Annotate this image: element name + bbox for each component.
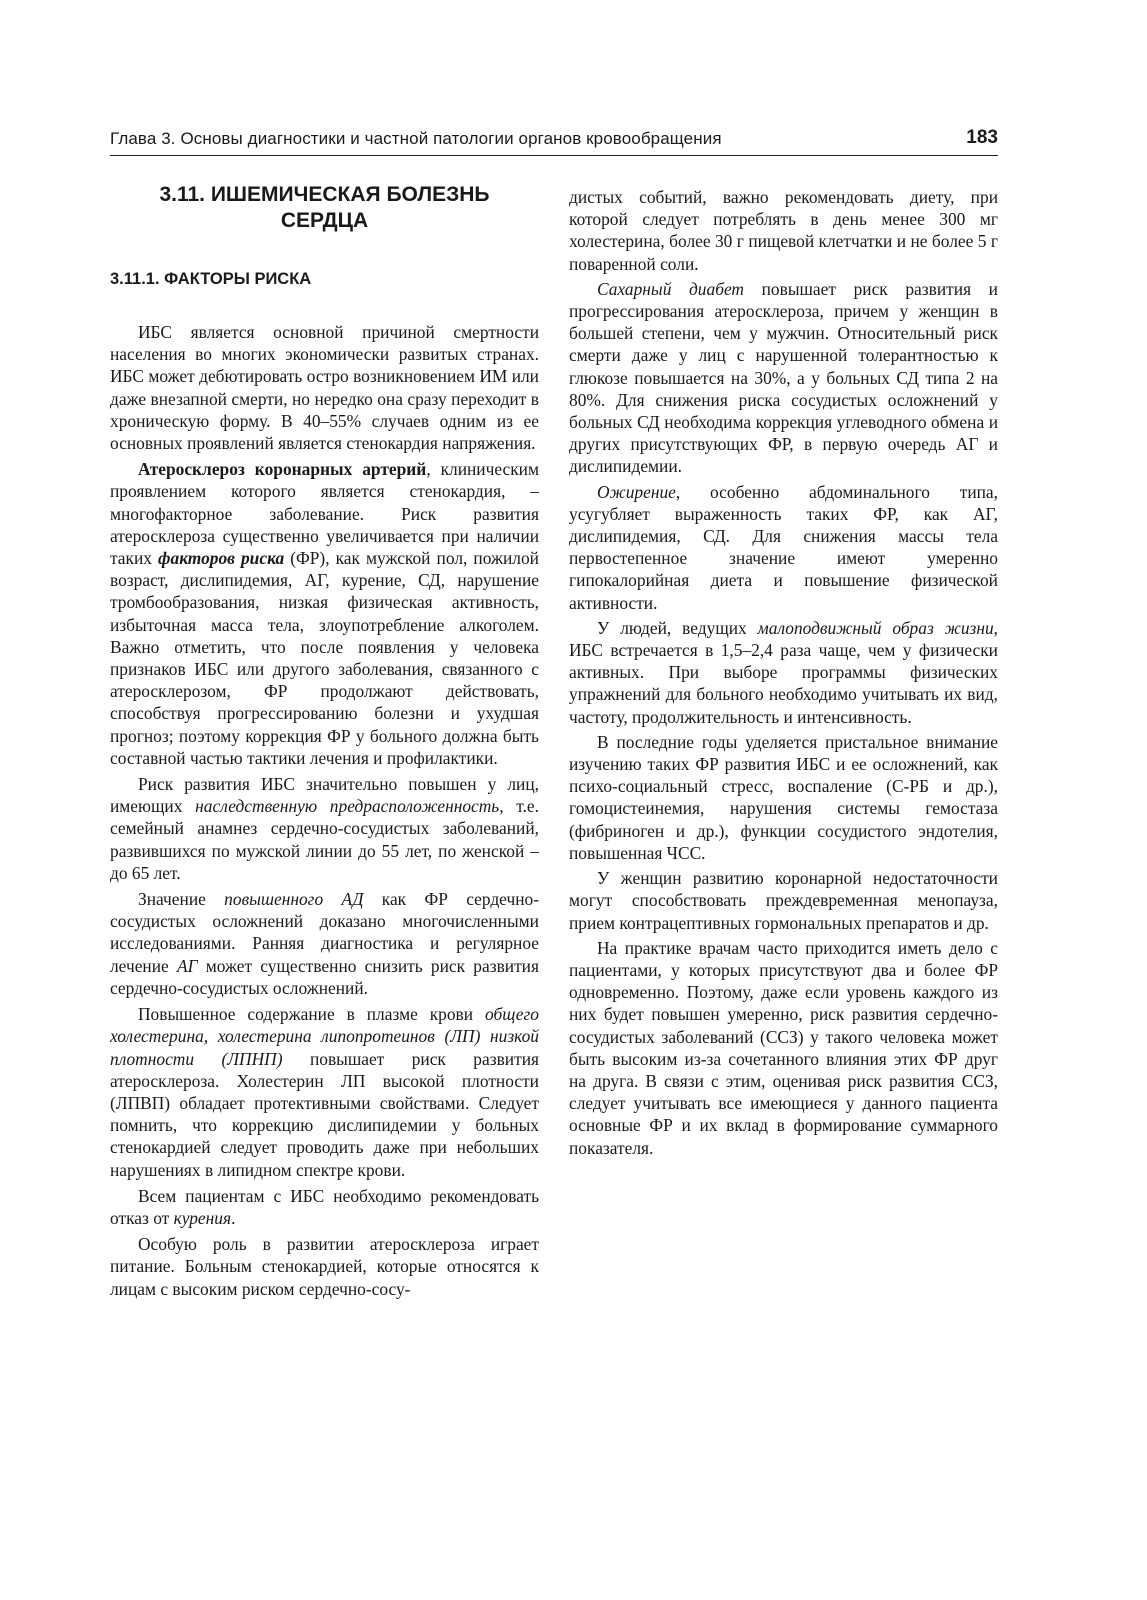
paragraph: дистых событий, важно рекомендовать диету, при которой следует потреблять в день менее 300 мг холестерина, более 30 г пищевой клетчатки и не более 5 г поваренной соли. [569,187,998,274]
paragraph: Всем пациентам с ИБС необходимо рекомендовать отказ от курения. [110,1185,539,1228]
italic-term: АГ [176,955,198,976]
italic-term: малоподвижный образ жизни [757,617,994,638]
left-column [110,183,539,1300]
italic-term: Ожирение [597,481,676,502]
right-column [569,186,998,1159]
paragraph: У людей, ведущих малоподвижный образ жизни, ИБС встречается в 1,5–2,4 раза чаще, чем у физически активных. При выборе программы физических упражнений для больного необходимо учитывать их вид, частоту, продолжительность и интенсивность. [569,617,999,727]
bold-italic-term: факторов риска [158,548,285,569]
italic-term: Сахарный диабет [597,278,744,299]
page-header [110,127,998,156]
italic-term: курения [173,1207,232,1228]
section-title: 3.11.1. ФАКТОРЫ РИСКА [110,270,312,288]
paragraph: Риск развития ИБС значительно повышен у лиц, имеющих наследственную предрасположенность, т.е. семейный анамнез сердечно-сосудистых заболеваний, развившихся по мужской линии до 55 лет, по женской – до 65 лет. [110,774,539,883]
paragraph: В последние годы уделяется пристальное внимание изучению таких ФР развития ИБС и ее осложнений, как психо-социальный стресс, воспаление (С-РБ и др.), гомоцистеинемия, нарушения системы гемостаза (фибриноген и др.), функции сосудистого эндотелия, повышенная ЧСС. [569,731,998,863]
paragraph: У женщин развитию коронарной недостаточности могут способствовать преждевременная менопауза, прием контрацептивных гормональных препаратов и др. [569,868,998,933]
paragraph: Повышенное содержание в плазме крови общего холестерина, холестерина липопротеинов (ЛП) низкой плотности (ЛПНП) повышает риск развития атеросклероза. Холестерин ЛП высокой плотности (ЛПВП) обладает протективными свойствами. Следует помнить, что коррекцию дислипидемии у больных стенокардией следует проводить даже при небольших нарушениях в липидном спектре крови. [110,1004,539,1180]
paragraph: ИБС является основной причиной смертности населения во многих экономически развитых странах. ИБС может дебютировать остро возникновением ИМ или даже внезапной смерти, но нередко она сразу переходит в хроническую форму. В 40–55% случаев одним из ее основных проявлений является стенокардия напряжения. [110,322,539,454]
italic-term: повышенного АД [224,889,364,910]
paragraph: Сахарный диабет повышает риск развития и прогрессирования атеросклероза, причем у женщин в большей степени, чем у мужчин. Относительный риск смерти даже у лиц с нарушенной толерантностью к глюкозе повышается на 30%, а у больных СД типа 2 на 80%. Для снижения риска сосудистых осложнений у больных СД необходима коррекция углеводного обмена и других присутствующих ФР, в первую очередь АГ и дислипидемии. [569,278,998,477]
italic-term: наследственную предрасположенность, [195,796,504,817]
paragraph: Значение повышенного АД как ФР сердечно-сосудистых осложнений доказано многочисленными исследованиями. Ранняя диагностика и регулярное лечение АГ может существенно снизить риск развития сердечно-сосудистых осложнений. [110,889,539,998]
italic-term: общего холестерина, холестерина липопротеинов (ЛП) низкой плотности (ЛПНП) [110,1004,539,1069]
paragraph: Ожирение, особенно абдоминального типа, усугубляет выраженность таких ФР, как АГ, дислипидемия, СД. Для снижения массы тела первостепенное значение имеют умеренно гипокалорийная диета и повышение физической активности. [569,481,998,613]
bold-term: Атеросклероз коронарных артерий [138,459,427,480]
running-head: Глава 3. Основы диагностики и частной патологии органов кровообращения [110,129,722,148]
page-number: 183 [966,127,998,148]
paragraph: На практике врачам часто приходится иметь дело с пациентами, у которых присутствуют два и более ФР одновременно. Поэтому, даже если уровень каждого из них будет повышен умеренно, риск развития сердечно-сосудистых заболеваний (ССЗ) у такого человека может быть высоким из-за сочетанного влияния этих ФР друг на друга. В связи с этим, оценивая риск развития ССЗ, следует учитывать все имеющиеся у данного пациента основные ФР и их вклад в формирование суммарного показателя. [569,937,998,1158]
paragraph: Атеросклероз коронарных артерий, клиническим проявлением которого является стенокардия, – многофакторное заболевание. Риск развития атеросклероза существенно увеличивается при наличии таких факторов риска (ФР), как мужской пол, пожилой возраст, дислипидемия, АГ, курение, СД, нарушение тромбообразования, низкая физическая активность, избыточная масса тела, злоупотребление алкоголем. Важно отметить, что после появления у человека признаков ИБС или другого заболевания, связанного с атеросклерозом, ФР продолжают действовать, способствуя прогрессированию болезни и ухудшая прогноз; поэтому коррекция ФР у больного должна быть составной частью тактики лечения и профилактики. [110,459,539,768]
chapter-title: 3.11. ИШЕМИЧЕСКАЯ БОЛЕЗНЬ СЕРДЦА [159,183,490,232]
paragraph: Особую роль в развитии атеросклероза играет питание. Больным стенокардией, которые относятся к лицам с высоким риском сердечно-сосу- [110,1234,539,1299]
